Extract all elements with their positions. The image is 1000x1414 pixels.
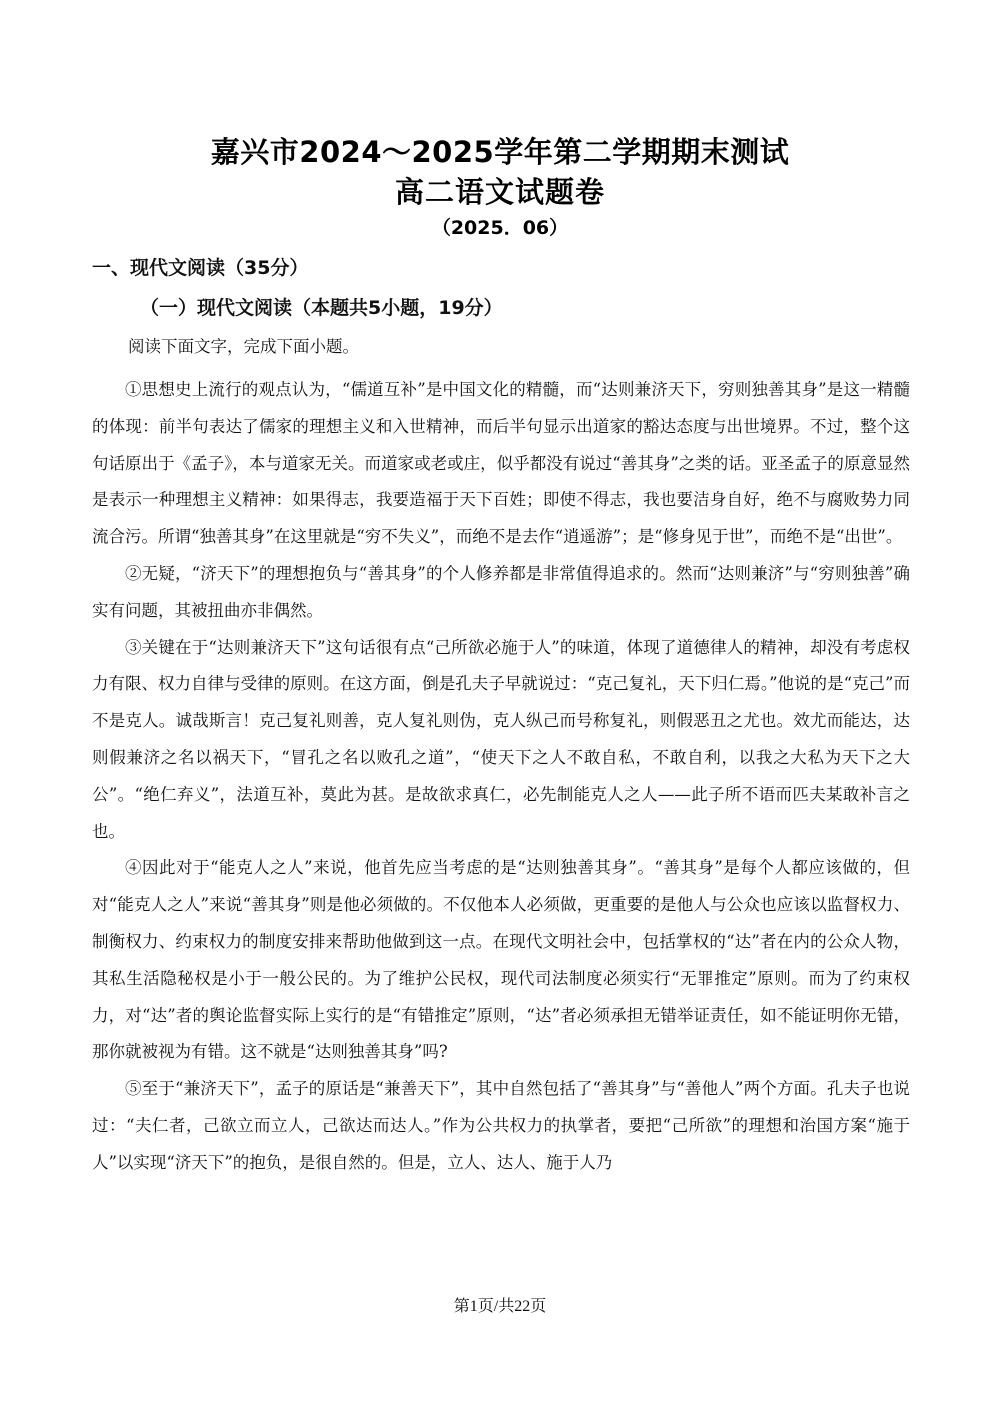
paragraph-4 — [92, 850, 910, 1071]
exam-title: 嘉兴市2024～2025学年第二学期期末测试 — [210, 135, 790, 169]
paragraph-2 — [92, 556, 910, 630]
paragraph-text: ④因此对于“能克人之人”来说，他首先应当考虑的是“达则独善其身”。“善其身”是每个人都应该做的，但对“能克人之人”来说“善其身”则是他必须做的。不仅他本人必须做，更重要的是他人与公众也应该以监督权力、制衡权力、约束权力的制度安排来帮助他做到这一点。在现代文明社会中，包括掌权的“达”者在内的公众人物，其私生活隐秘权是小于一般公民的。为了维护公民权，现代司法制度必须实行“无罪推定”原则。而为了约束权力，对“达”者的舆论监督实际上实行的是“有错推定”原则，“达”者必须承担无错举证责任，如不能证明你无错，那你就被视为有错。这不就是“达则独善其身”吗? — [92, 858, 910, 1062]
page-number: 第1页/共22页 — [453, 1298, 547, 1315]
paragraph-3 — [92, 630, 910, 851]
paragraph-text: ②无疑，“济天下”的理想抱负与“善其身”的个人修养都是非常值得追求的。然而“达则兼济”与“穷则独善”确实有问题，其被扭曲亦非偶然。 — [92, 563, 910, 620]
paragraph-text: ⑤至于“兼济天下”，孟子的原话是“兼善天下”，其中自然包括了“善其身”与“善他人”两个方面。孔夫子也说过：“夫仁者，己欲立而立人，己欲达而达人。”作为公共权力的执掌者，要把“己所欲”的理想和治国方案“施于人”以实现“济天下”的抱负，是很自然的。但是，立人、达人、施于人乃 — [92, 1079, 910, 1172]
paragraph-text: ①思想史上流行的观点认为，“儒道互补”是中国文化的精髓，而“达则兼济天下，穷则独善其身”是这一精髓的体现：前半句表达了儒家的理想主义和入世精神，而后半句显示出道家的豁达态度与出世境界。不过，整个这句话原出于《孟子》，本与道家无关。而道家或老或庄，似乎都没有说过“善其身”之类的话。亚圣孟子的原意显然是表示一种理想主义精神：如果得志，我要造福于天下百姓；即使不得志，我也要洁身自好，绝不与腐败势力同流合污。所谓“独善其身”在这里就是“穷不失义”，而绝不是去作“逍遥游”；是“修身见于世”，而绝不是“出世”。 — [92, 380, 910, 547]
paragraph-5 — [92, 1071, 910, 1181]
subsection-heading: （一）现代文阅读（本题共5小题，19分） — [140, 297, 503, 319]
reading-instruction: 阅读下面文字，完成下面小题。 — [128, 337, 359, 356]
exam-date: （2025．06） — [431, 217, 569, 239]
paragraph-1 — [92, 372, 910, 556]
paragraph-text: ③关键在于“达则兼济天下”这句话很有点“己所欲必施于人”的味道，体现了道德律人的精神，却没有考虑权力有限、权力自律与受律的原则。在这方面，倒是孔夫子早就说过：“克己复礼，天下归仁焉。”他说的是“克己”而不是克人。诚哉斯言！克己复礼则善，克人复礼则伪，克人纵己而号称复礼，则假恶丑之尤也。效尤而能达，达则假兼济之名以祸天下，“冒孔之名以败孔之道”，“使天下之人不敢自私，不敢自利，以我之大私为天下之大公”。“绝仁弃义”，法道互补，莫此为甚。是故欲求真仁，必先制能克人之人——此子所不语而匹夫某敢补言之也。 — [92, 637, 910, 841]
section-heading: 一、现代文阅读（35分） — [92, 257, 309, 279]
exam-subtitle: 高二语文试题卷 — [394, 175, 605, 209]
reading-passage — [92, 372, 910, 1182]
